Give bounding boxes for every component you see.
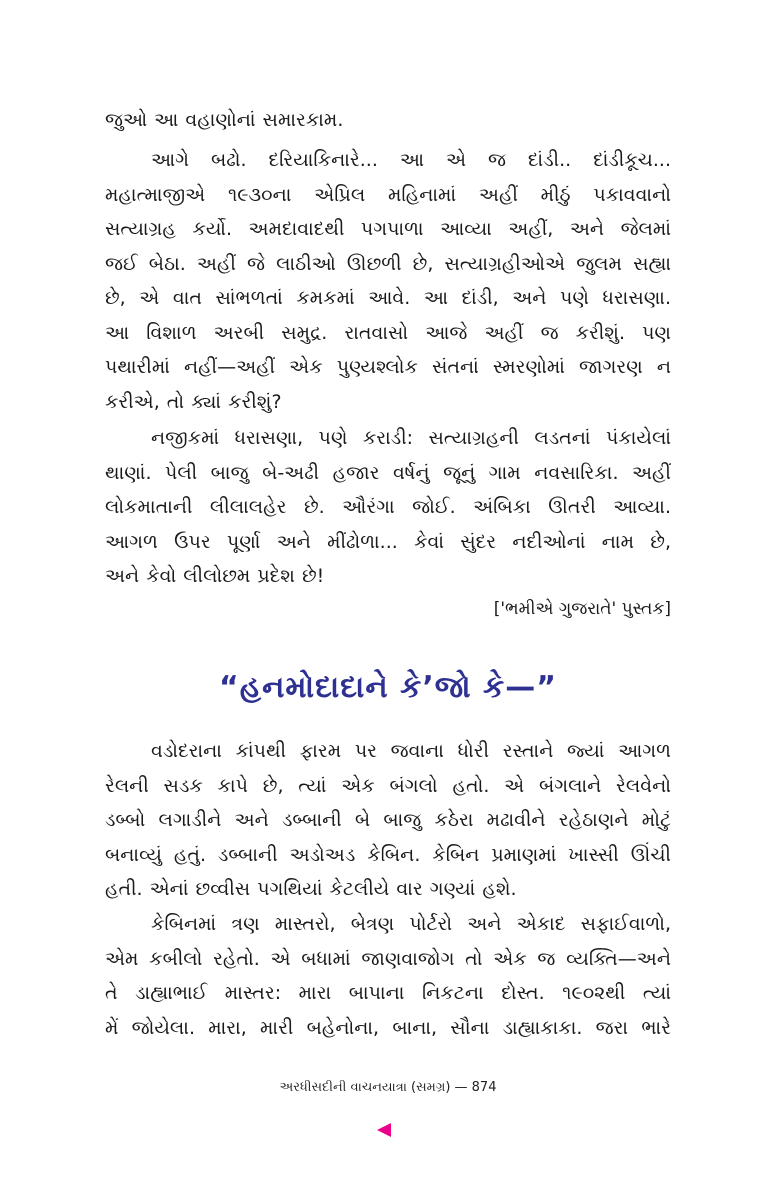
story-title: “હનમોદાદાને કે’જો કે—”: [219, 670, 557, 705]
text-line: અને કેવો લીલોછમ પ્રદેશ છે!: [105, 565, 325, 587]
source-citation: ['ભમીએ ગુજરાતે' પુસ્તક]: [493, 599, 671, 619]
text-line: રેલની સડક કાપે છે, ત્યાં એક બંગલો હતો. એ બંગલાને રેલવેનો: [105, 774, 671, 797]
text-line: પથારીમાં નહીં—અહીં એક પુણ્યશ્લોક સંતનાં સ્મરણોમાં જાગરણ ન: [105, 356, 671, 378]
text-line: લોકમાતાની લીલાલહેર છે. ઔરંગા જોઈ. અંબિકા ઊતરી આવ્યા.: [105, 496, 671, 518]
text-line: વડોદરાના કાંપથી ફારમ પર જવાના ધોરી રસ્તાને જ્યાં આગળ: [151, 740, 671, 762]
text-line: સત્યાગ્રહ કર્યો. અમદાવાદથી પગપાળા આવ્યા અહીં, અને જેલમાં: [105, 218, 671, 240]
paragraph-3: [105, 421, 671, 594]
paragraph-2: [105, 143, 671, 419]
page-footer: અરધીસદીની વાચનયાત્રા (સમગ્ર) — 874: [279, 1080, 497, 1095]
text-line: ડબ્બો લગાડીને અને ડબ્બાની બે બાજુ કઠેરા મઢાવીને રહેઠાણને મોટું: [105, 809, 671, 831]
text-line: બનાવ્યું હતું. ડબ્બાની અડોઅડ કેબિન. કેબિન પ્રમાણમાં ખાસ્સી ઊંચી: [105, 843, 671, 866]
text-line: હતી. એનાં છવ્વીસ પગથિયાં કેટલીયે વાર ગણ્યાં હશે.: [105, 878, 517, 900]
paragraph-4: [105, 734, 671, 907]
text-line: આ વિશાળ અરબી સમુદ્ર. રાતવાસો આજે અહીં જ કરીશું. પણ: [105, 321, 671, 344]
text-line: છે, એ વાત સાંભળતાં કમકમાં આવે. આ દાંડી, અને પણે ધરાસણા.: [105, 287, 671, 309]
text-line: જઈ બેઠા. અહીં જે લાઠીઓ ઊછળી છે, સત્યાગ્રહીઓએ જુલમ સહ્યા: [105, 252, 671, 275]
text-line: કેબિનમાં ત્રણ માસ્તરો, બેત્રણ પોર્ટરો અને એકાદ સફાઈવાળો,: [151, 913, 671, 935]
text-line: નજીકમાં ધરાસણા, પણે કરાડી: સત્યાગ્રહની લડતનાં પંકાયેલાં: [151, 427, 671, 449]
text-line: આગળ ઉપર પૂર્ણા અને મીંઢોળા... કેવાં સુંદર નદીઓનાં નામ છે,: [105, 530, 671, 553]
text-line: મેં જોયેલા. મારા, મારી બહેનોના, બાના, સૌના ડાહ્યાકાકા. જરા ભારે: [105, 1016, 671, 1039]
paragraph-5: [105, 907, 671, 1045]
text-line: એમ કબીલો રહેતો. એ બધામાં જાણવાજોગ તો એક જ વ્યક્તિ—અને: [105, 947, 671, 970]
text-line: આગે બઢો. દરિયાકિનારે... આ એ જ દાંડી.. દાંડીકૂચ...: [151, 149, 671, 171]
previous-page-icon[interactable]: [377, 1123, 391, 1137]
text-line: તે ડાહ્યાભાઈ માસ્તર: મારા બાપાના નિકટના દોસ્ત. ૧૯૦૨થી ત્યાં: [105, 982, 671, 1004]
text-line: મહાત્માજીએ ૧૯૩૦ના એપ્રિલ મહિનામાં અહીં મીઠું પકાવવાનો: [105, 183, 671, 206]
paragraph-1: [105, 103, 671, 138]
text-line: જુઓ આ વહાણોનાં સમારકામ.: [105, 109, 344, 131]
text-line: થાણાં. પેલી બાજુ બે-અઢી હજાર વર્ષનું જૂનું ગામ નવસારિકા. અહીં: [105, 461, 671, 484]
text-line: કરીએ, તો ક્યાં કરીશું?: [105, 390, 282, 413]
